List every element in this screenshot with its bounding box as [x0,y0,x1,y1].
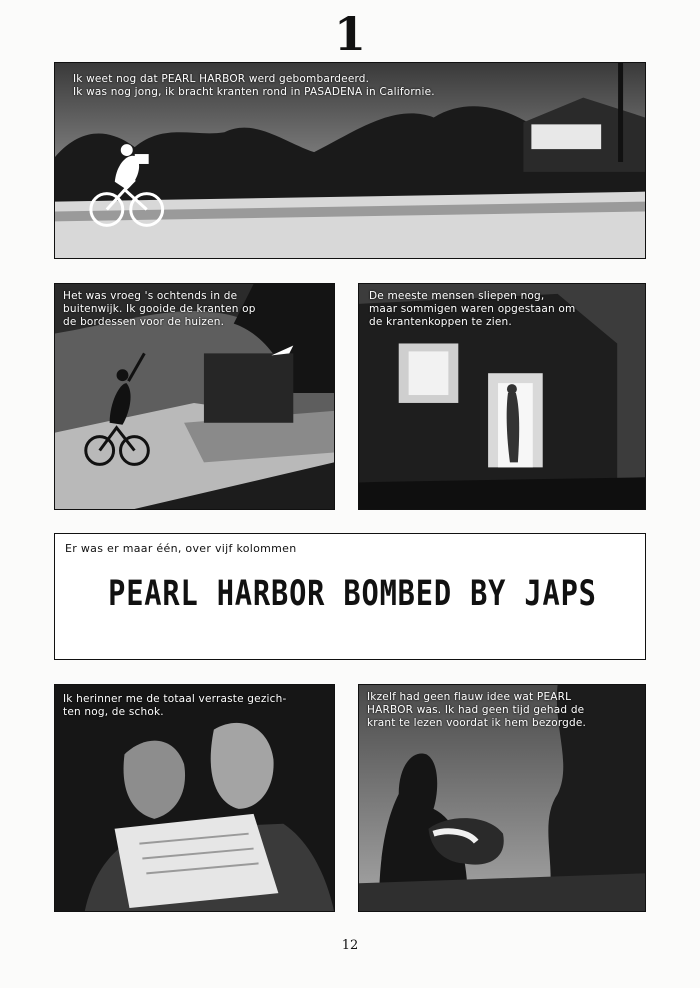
caption-line: maar sommigen waren opgestaan om [369,303,576,315]
comic-panel-headline [54,533,646,660]
caption-line: de krantenkoppen te zien. [369,316,512,328]
panel-2-caption [63,290,256,329]
panel-1-caption [73,73,435,99]
caption-line: Ik was nog jong, ik bracht kranten rond in PASADENA in Californie. [73,86,435,98]
caption-line: de bordessen voor de huizen. [63,316,225,328]
panel-6-caption [367,691,586,730]
comic-panel-6 [358,684,646,912]
caption-line: Ikzelf had geen flauw idee wat PEARL [367,691,572,703]
page-number: 12 [341,938,359,953]
comic-panel-2 [54,283,335,510]
caption-line: krant te lezen voordat ik hem bezorgde. [367,717,587,729]
panel-5-caption [63,693,286,719]
caption-line: De meeste mensen sliepen nog, [369,290,545,302]
caption-line: HARBOR was. Ik had geen tijd gehad de [367,704,585,716]
caption-line: Ik weet nog dat PEARL HARBOR werd gebombardeerd. [73,73,370,85]
comic-panel-1 [54,62,646,259]
caption-line: Het was vroeg 's ochtends in de [63,290,238,302]
panel-3-caption [369,290,575,329]
comic-panel-5 [54,684,335,912]
caption-line: buitenwijk. Ik gooide de kranten op [63,303,256,315]
comic-panel-3 [358,283,646,510]
headline-intro-text: Er was er maar één, over vijf kolommen [65,542,297,555]
newspaper-headline: PEARL HARBOR BOMBED BY JAPS [108,574,597,614]
chapter-number: 1 [333,7,366,61]
caption-line: Ik herinner me de totaal verraste gezich- [63,693,287,705]
caption-line: ten nog, de schok. [63,706,164,718]
